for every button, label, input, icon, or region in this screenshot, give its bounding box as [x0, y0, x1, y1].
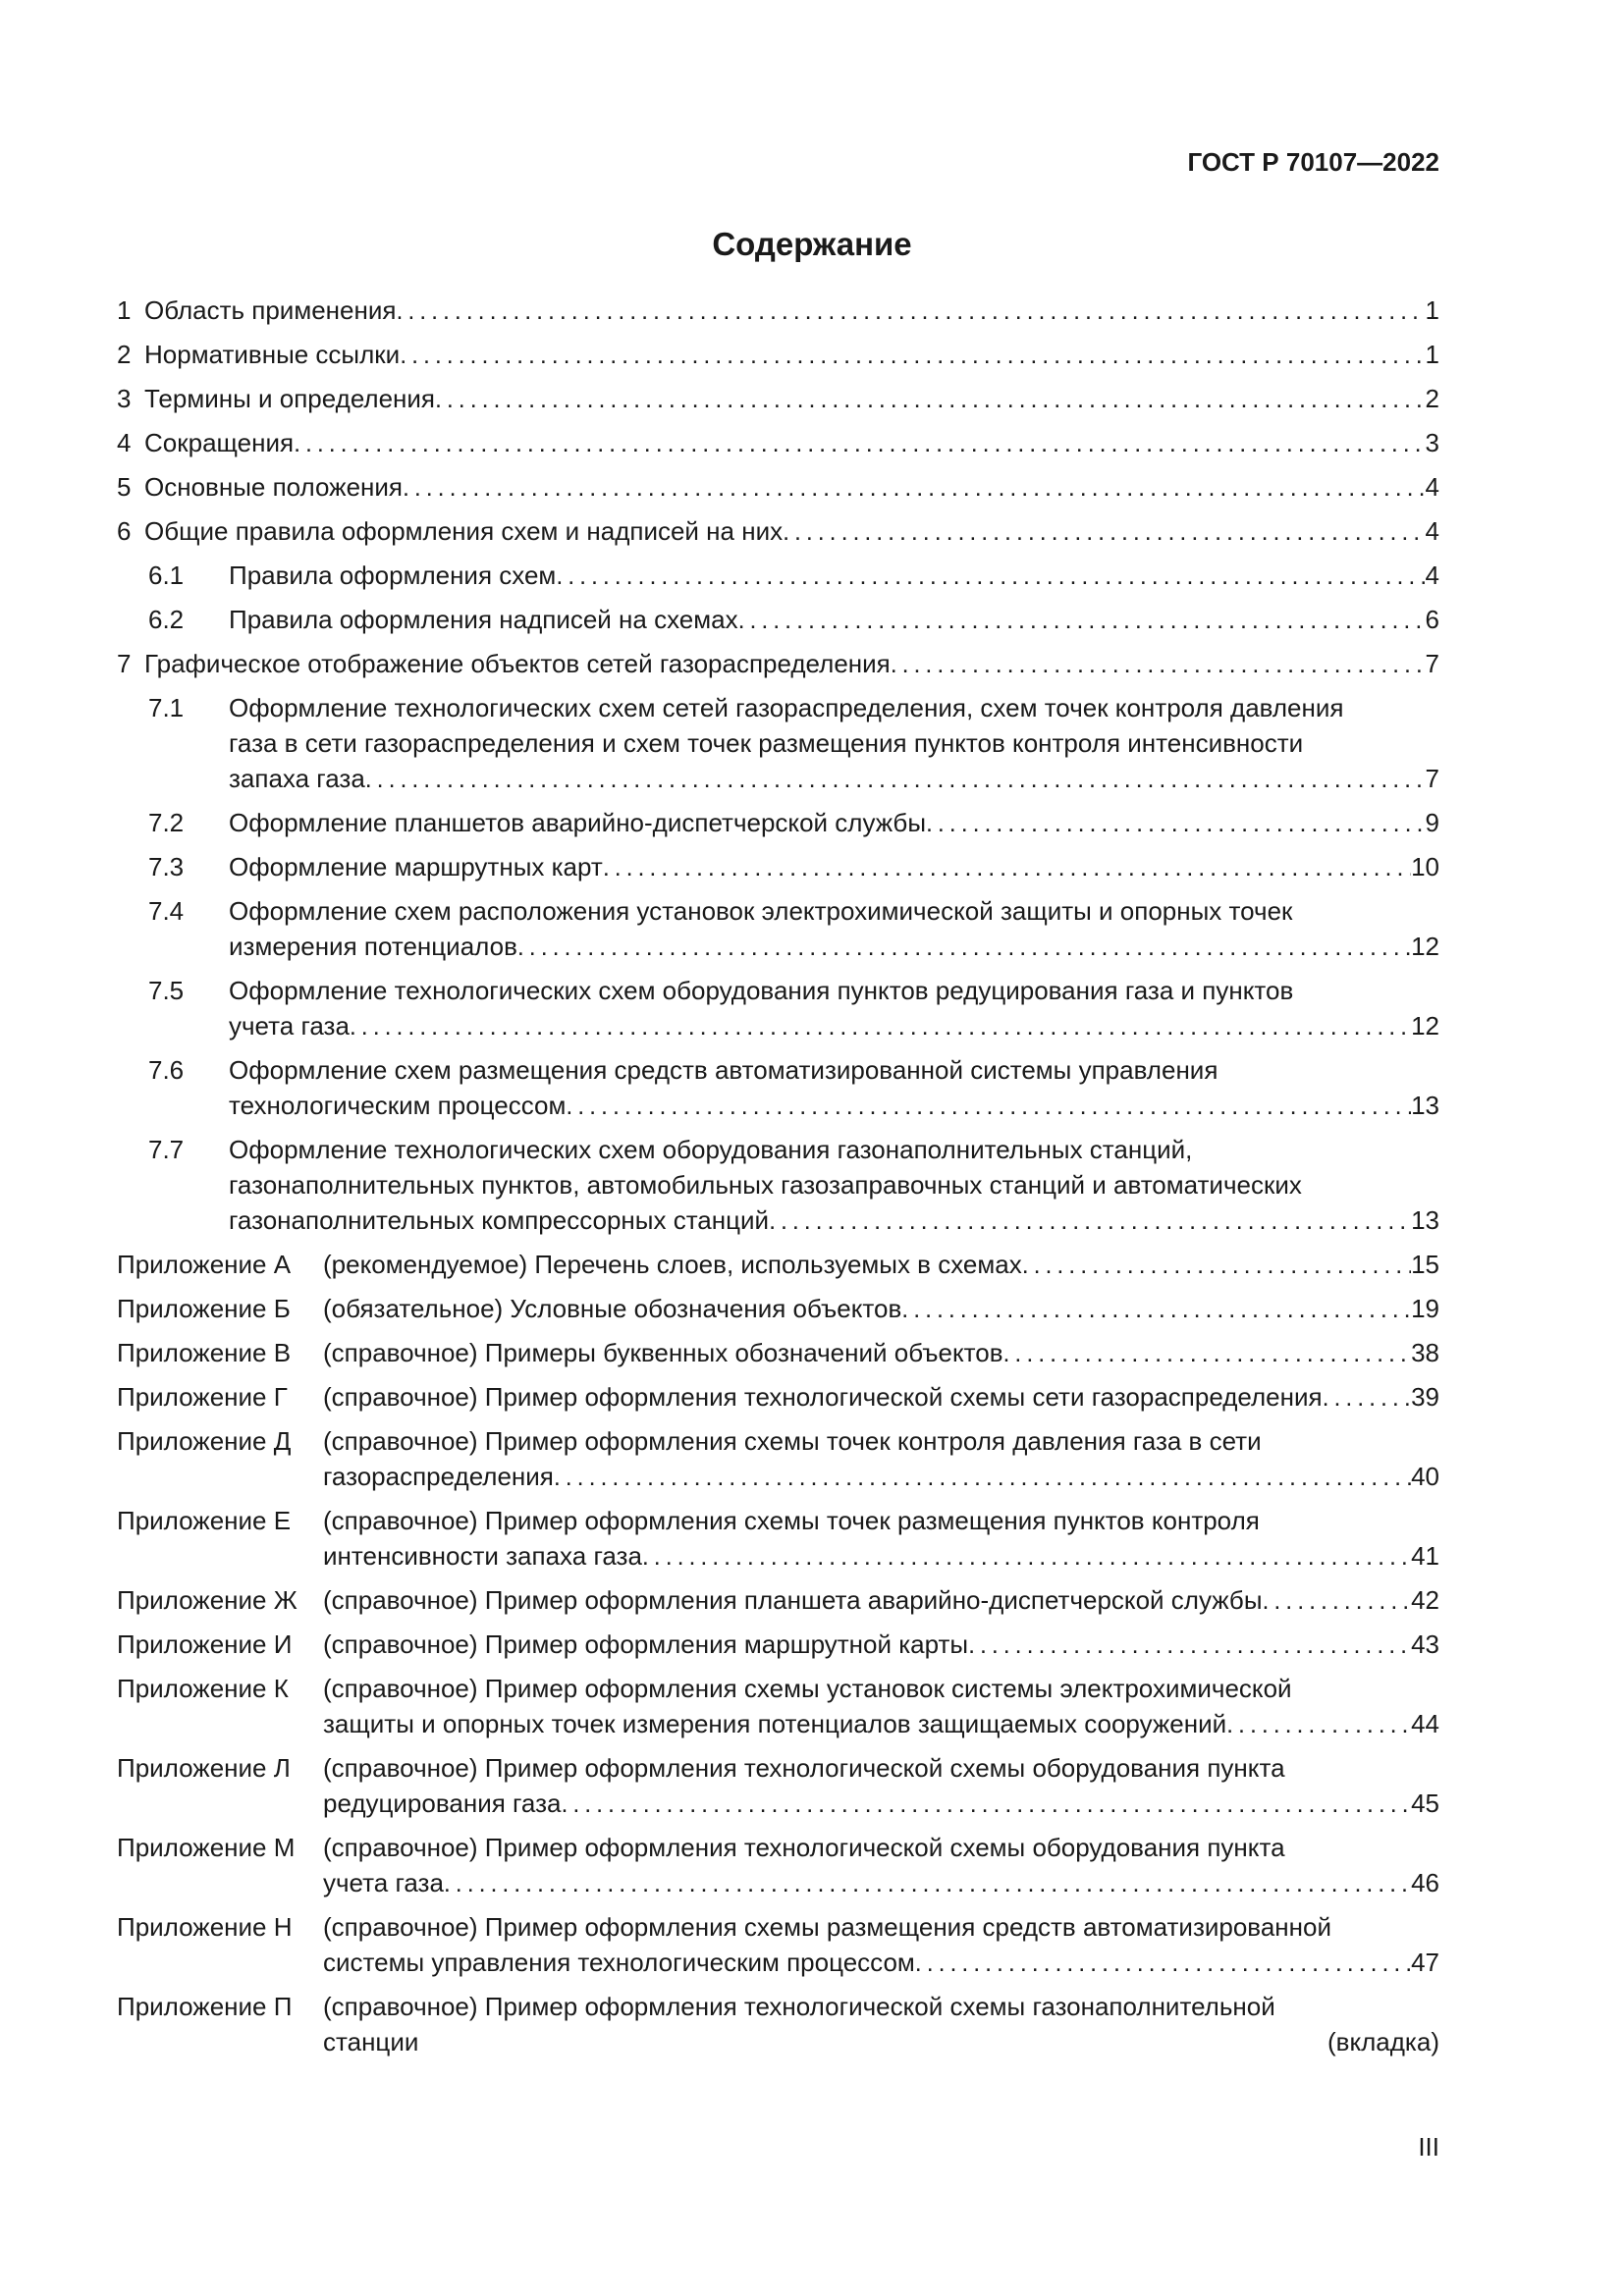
toc-page-number: 4	[1425, 472, 1439, 502]
toc-entry-line	[117, 1909, 1439, 1945]
toc-appendix-entry[interactable]	[117, 1989, 1439, 2059]
toc-entry-line	[117, 425, 1439, 460]
toc-entry-line	[117, 1627, 1439, 1662]
toc-dot-leader	[561, 1787, 1411, 1822]
toc-entry-title: Область применения	[144, 295, 397, 325]
toc-entry-title: (справочное) Пример оформления схемы размещения средств автоматизированной	[323, 1912, 1331, 1942]
toc-page-number: (вкладка)	[1326, 2027, 1439, 2056]
toc-entry-title: станции	[323, 2027, 419, 2056]
toc-page-number: 1	[1425, 340, 1439, 369]
toc-entry-number: 6.2	[148, 605, 185, 634]
toc-entry-line	[117, 1291, 1439, 1326]
toc-page-number: 43	[1411, 1629, 1439, 1659]
toc-entry-title: (обязательное) Условные обозначения объектов	[323, 1294, 902, 1323]
document-code: ГОСТ Р 70107—2022	[1187, 147, 1439, 177]
toc-entry-title: Графическое отображение объектов сетей газораспределения	[144, 649, 891, 678]
toc-entry-number: Приложение Е	[117, 1506, 292, 1535]
toc-entry-line	[117, 293, 1439, 328]
toc-entry-title: Сокращения	[144, 428, 295, 457]
toc-entry-line	[117, 381, 1439, 416]
toc-entry-number: 3	[117, 384, 132, 413]
toc-dot-leader	[396, 294, 1425, 329]
toc-dot-leader	[1226, 1707, 1411, 1742]
toc-entry-title: Оформление планшетов аварийно-диспетчерской службы	[229, 808, 927, 837]
toc-dot-leader	[915, 1946, 1411, 1981]
toc-entry-title: Оформление схем расположения установок электрохимической защиты и опорных точек	[229, 896, 1293, 926]
toc-entry-number: Приложение Д	[117, 1426, 292, 1456]
toc-appendix-entry[interactable]	[117, 1671, 1439, 1741]
toc-entry-title: Оформление маршрутных карт	[229, 852, 603, 881]
toc-entry-title: Правила оформления надписей на схемах	[229, 605, 738, 634]
toc-dot-leader	[400, 338, 1425, 373]
toc-entry-number: Приложение Н	[117, 1912, 293, 1942]
toc-entry-number: 7.2	[148, 808, 185, 837]
toc-entry-title: (справочное) Пример оформления маршрутной карты	[323, 1629, 969, 1659]
toc-dot-leader	[968, 1628, 1411, 1663]
toc-entry[interactable]	[117, 690, 1439, 796]
toc-entry-line	[117, 1582, 1439, 1618]
toc-appendix-entry[interactable]	[117, 1830, 1439, 1900]
toc-entry-line	[117, 2024, 1439, 2059]
toc-entry-title: системы управления технологическим процессом	[323, 1948, 915, 1977]
toc-page-number: 10	[1411, 852, 1439, 881]
toc-dot-leader	[435, 382, 1426, 417]
toc-page-number: 39	[1411, 1382, 1439, 1412]
toc-dot-leader	[403, 470, 1426, 506]
toc-entry-title: Оформление схем размещения средств автоматизированной системы управления	[229, 1055, 1218, 1085]
toc-page-number: 12	[1411, 1011, 1439, 1041]
toc-entry-title: учета газа	[323, 1868, 444, 1897]
toc-dot-leader	[566, 1089, 1411, 1124]
toc-dot-leader	[783, 514, 1425, 550]
toc-entry[interactable]	[117, 646, 1439, 681]
toc-entry-line	[117, 1786, 1439, 1821]
toc-entry-line	[117, 1379, 1439, 1415]
toc-page-number: 2	[1425, 384, 1439, 413]
toc-entry-line	[148, 602, 1439, 637]
toc-entry-title: (справочное) Примеры буквенных обозначений объектов	[323, 1338, 1003, 1367]
toc-entry-number: Приложение Г	[117, 1382, 288, 1412]
toc-entry-number: Приложение П	[117, 1992, 293, 2021]
toc-dot-leader	[901, 1292, 1411, 1327]
toc-appendix-entry[interactable]	[117, 1423, 1439, 1494]
toc-entry-line	[117, 337, 1439, 372]
toc-entry-line	[117, 1671, 1439, 1706]
toc-appendix-entry[interactable]	[117, 1582, 1439, 1618]
toc-entry-number: Приложение К	[117, 1674, 289, 1703]
toc-appendix-entry[interactable]	[117, 1291, 1439, 1326]
toc-entry-title: Оформление технологических схем оборудования газонаполнительных станций,	[229, 1135, 1193, 1164]
toc-entry-title: Общие правила оформления схем и надписей на них	[144, 516, 784, 546]
toc-entry-number: 7.5	[148, 976, 185, 1005]
toc-page-number: 1	[1425, 295, 1439, 325]
toc-entry-title: технологическим процессом	[229, 1091, 567, 1120]
toc-entry-title: газонаполнительных пунктов, автомобильных газозаправочных станций и автоматических	[229, 1170, 1302, 1200]
toc-entry[interactable]	[117, 973, 1439, 1043]
toc-entry-number: Приложение А	[117, 1250, 292, 1279]
toc-entry-title: Оформление технологических схем оборудования пунктов редуцирования газа и пунктов	[229, 976, 1294, 1005]
toc-entry-line	[117, 1750, 1439, 1786]
toc-entry-title: редуцирования газа	[323, 1789, 562, 1818]
toc-entry-number: 5	[117, 472, 132, 502]
toc-entry-number: 7.3	[148, 852, 185, 881]
toc-dot-leader	[444, 1866, 1411, 1901]
toc-entry-title: интенсивности запаха газа	[323, 1541, 642, 1571]
toc-dot-leader	[365, 762, 1426, 797]
toc-page-number: 3	[1425, 428, 1439, 457]
toc-entry-title: учета газа	[229, 1011, 350, 1041]
toc-entry-line	[117, 469, 1439, 505]
toc-appendix-entry[interactable]	[117, 1503, 1439, 1574]
toc-dot-leader	[556, 559, 1425, 594]
toc-entry-number: 7	[117, 649, 132, 678]
toc-entry-line	[148, 805, 1439, 840]
toc-page-number: 45	[1411, 1789, 1439, 1818]
toc-entry-line	[148, 1167, 1439, 1202]
toc-entry[interactable]	[117, 558, 1439, 593]
toc-page-number: 7	[1425, 764, 1439, 793]
toc-entry[interactable]	[117, 293, 1439, 328]
toc-entry-title: запаха газа	[229, 764, 365, 793]
toc-entry-number: 4	[117, 428, 132, 457]
toc-page-number: 13	[1411, 1205, 1439, 1235]
toc-entry-line	[148, 1202, 1439, 1238]
toc-entry-line	[148, 558, 1439, 593]
toc-entry-title: (справочное) Пример оформления схемы точек контроля давления газа в сети	[323, 1426, 1262, 1456]
toc-page-number: 12	[1411, 932, 1439, 961]
toc-entry[interactable]	[117, 805, 1439, 840]
toc-entry-number: Приложение Ж	[117, 1585, 298, 1615]
toc-entry-line	[117, 1865, 1439, 1900]
toc-entry-line	[148, 1052, 1439, 1088]
toc-entry-line	[148, 849, 1439, 884]
toc-entry-title: (справочное) Пример оформления технологической схемы оборудования пункта	[323, 1833, 1285, 1862]
toc-entry-line	[148, 893, 1439, 929]
toc-entry-title: (справочное) Пример оформления планшета аварийно-диспетчерской службы	[323, 1585, 1263, 1615]
toc-page-number: 13	[1411, 1091, 1439, 1120]
toc-entry-title: газонаполнительных компрессорных станций	[229, 1205, 770, 1235]
toc-entry-line	[117, 1945, 1439, 1980]
page-number: III	[1418, 2132, 1439, 2162]
toc-entry-number: Приложение Л	[117, 1753, 291, 1783]
toc-page-number: 4	[1425, 561, 1439, 590]
toc-appendix-entry[interactable]	[117, 1335, 1439, 1370]
toc-appendix-entry[interactable]	[117, 1909, 1439, 1980]
toc-entry-title: (справочное) Пример оформления технологической схемы сети газораспределения	[323, 1382, 1323, 1412]
toc-dot-leader	[554, 1460, 1411, 1495]
toc-entry-number: 7.6	[148, 1055, 185, 1085]
toc-entry-line	[148, 973, 1439, 1008]
toc-entry-line	[148, 725, 1439, 761]
toc-entry[interactable]	[117, 602, 1439, 637]
toc-entry-number: 1	[117, 295, 132, 325]
toc-page-number: 44	[1411, 1709, 1439, 1738]
toc-entry-title: газораспределения	[323, 1462, 554, 1491]
toc-entry-title: (рекомендуемое) Перечень слоев, используемых в схемах	[323, 1250, 1022, 1279]
toc-entry-title: (справочное) Пример оформления технологической схемы оборудования пункта	[323, 1753, 1285, 1783]
toc-entry-number: 2	[117, 340, 132, 369]
toc-entry-line	[117, 1503, 1439, 1538]
toc-entry-line	[117, 513, 1439, 549]
toc-entry-title: измерения потенциалов	[229, 932, 517, 961]
toc-entry-line	[117, 1459, 1439, 1494]
toc-entry[interactable]	[117, 1052, 1439, 1123]
toc-page-number: 38	[1411, 1338, 1439, 1367]
toc-page-number: 40	[1411, 1462, 1439, 1491]
toc-entry-number: Приложение В	[117, 1338, 292, 1367]
toc-entry-line	[117, 1538, 1439, 1574]
toc-dot-leader	[926, 806, 1426, 841]
toc-dot-leader	[294, 426, 1425, 461]
toc-dot-leader	[603, 850, 1411, 885]
toc-dot-leader	[1003, 1336, 1412, 1371]
toc-page-number: 46	[1411, 1868, 1439, 1897]
toc-entry-number: Приложение И	[117, 1629, 293, 1659]
toc-entry-line	[148, 690, 1439, 725]
table-of-contents	[117, 293, 1439, 2068]
toc-entry[interactable]	[117, 513, 1439, 549]
toc-dot-leader	[769, 1203, 1411, 1239]
toc-page-number: 19	[1411, 1294, 1439, 1323]
toc-entry-title: Оформление технологических схем сетей газораспределения, схем точек контроля давления	[229, 693, 1344, 722]
toc-page-number: 15	[1411, 1250, 1439, 1279]
toc-dot-leader	[891, 647, 1426, 682]
toc-entry-line	[117, 1247, 1439, 1282]
toc-entry-line	[148, 1008, 1439, 1043]
toc-entry-title: Основные положения	[144, 472, 403, 502]
toc-entry-title: (справочное) Пример оформления схемы установок системы электрохимической	[323, 1674, 1292, 1703]
toc-entry[interactable]	[117, 425, 1439, 460]
toc-appendix-entry[interactable]	[117, 1750, 1439, 1821]
toc-entry-title: Правила оформления схем	[229, 561, 557, 590]
toc-entry[interactable]	[117, 893, 1439, 964]
toc-entry[interactable]	[117, 849, 1439, 884]
toc-entry-line	[117, 1706, 1439, 1741]
toc-entry-title: Термины и определения	[144, 384, 436, 413]
toc-entry[interactable]	[117, 337, 1439, 372]
toc-appendix-entry[interactable]	[117, 1627, 1439, 1662]
toc-entry-number: Приложение М	[117, 1833, 296, 1862]
toc-dot-leader	[1263, 1583, 1412, 1619]
toc-entry-number: Приложение Б	[117, 1294, 291, 1323]
toc-entry-number: 6	[117, 516, 132, 546]
toc-entry-line	[117, 1423, 1439, 1459]
toc-entry-line	[148, 1088, 1439, 1123]
toc-entry-number: 7.1	[148, 693, 185, 722]
toc-entry-title: (справочное) Пример оформления технологической схемы газонаполнительной	[323, 1992, 1275, 2021]
toc-entry[interactable]	[117, 1132, 1439, 1238]
toc-page-number: 9	[1425, 808, 1439, 837]
toc-entry-line	[117, 1830, 1439, 1865]
toc-dot-leader	[642, 1539, 1411, 1575]
toc-entry-line	[117, 1989, 1439, 2024]
toc-entry-line	[117, 1335, 1439, 1370]
toc-page-number: 6	[1425, 605, 1439, 634]
toc-entry-number: 6.1	[148, 561, 185, 590]
toc-page-number: 7	[1425, 649, 1439, 678]
toc-page-number: 4	[1425, 516, 1439, 546]
toc-appendix-entry[interactable]	[117, 1247, 1439, 1282]
toc-entry-number: 7.4	[148, 896, 185, 926]
toc-dot-leader	[517, 930, 1411, 965]
toc-dot-leader	[738, 603, 1426, 638]
toc-entry-title: газа в сети газораспределения и схем точек размещения пунктов контроля интенсивности	[229, 728, 1304, 758]
toc-entry-title: (справочное) Пример оформления схемы точек размещения пунктов контроля	[323, 1506, 1260, 1535]
toc-entry-line	[148, 761, 1439, 796]
toc-entry-number: 7.7	[148, 1135, 185, 1164]
toc-appendix-entry[interactable]	[117, 1379, 1439, 1415]
toc-page-number: 42	[1411, 1585, 1439, 1615]
toc-title: Содержание	[712, 226, 912, 262]
toc-dot-leader	[1323, 1380, 1412, 1415]
toc-entry-line	[148, 1132, 1439, 1167]
toc-page-number: 41	[1411, 1541, 1439, 1571]
toc-entry-line	[148, 929, 1439, 964]
toc-dot-leader	[1022, 1248, 1411, 1283]
toc-entry[interactable]	[117, 381, 1439, 416]
toc-entry-title: защиты и опорных точек измерения потенциалов защищаемых сооружений	[323, 1709, 1227, 1738]
toc-dot-leader	[350, 1009, 1411, 1044]
toc-entry[interactable]	[117, 469, 1439, 505]
toc-page-number: 47	[1411, 1948, 1439, 1977]
toc-entry-line	[117, 646, 1439, 681]
toc-entry-title: Нормативные ссылки	[144, 340, 401, 369]
